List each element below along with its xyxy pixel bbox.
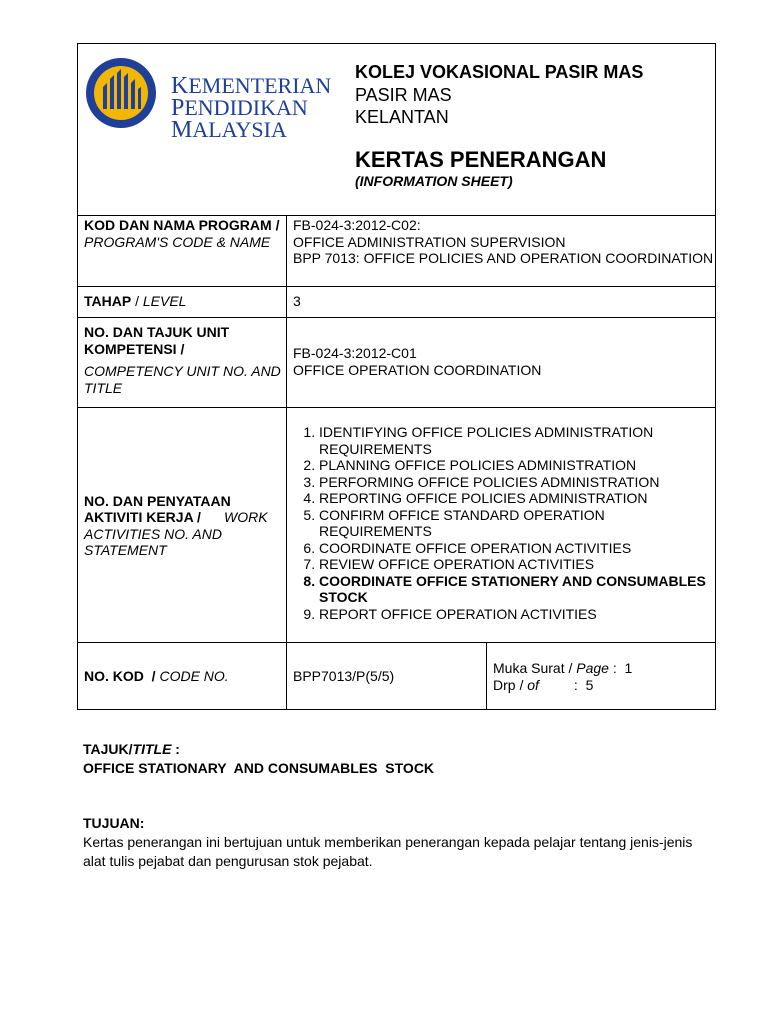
program-label-italic: PROGRAM'S CODE & NAME — [84, 233, 271, 250]
unit-value — [287, 318, 716, 408]
ministry-name — [171, 75, 331, 141]
total-pages: : 5 — [538, 676, 594, 693]
title-label-italic: TITLE — [132, 741, 172, 757]
activity-item: 3. PERFORMING OFFICE POLICIES ADMINISTRATION — [319, 474, 715, 491]
code-label-italic: CODE NO. — [155, 668, 229, 685]
purpose-label: TUJUAN: — [83, 815, 145, 831]
document — [77, 43, 715, 710]
code-value: BPP7013/P(5/5) — [287, 643, 487, 710]
activity-item: 6. COORDINATE OFFICE OPERATION ACTIVITIES — [319, 540, 715, 557]
ministry-initial-2: P — [171, 95, 185, 121]
activity-item-current: 8. COORDINATE OFFICE STATIONERY AND CONSUMABLES STOCK — [319, 573, 715, 606]
page-label: Muka Surat / — [493, 660, 577, 676]
page-label-italic: Page — [576, 660, 609, 676]
school-block — [355, 60, 643, 190]
page-info — [487, 643, 716, 710]
ministry-initial-3: M — [171, 117, 193, 143]
activity-item: 5. CONFIRM OFFICE STANDARD OPERATION REQUIREMENTS — [319, 507, 715, 540]
level-label — [78, 287, 287, 318]
ministry-initial-1: K — [171, 73, 189, 99]
unit-code: FB-024-3:2012-C01 — [293, 345, 417, 361]
level-value: 3 — [287, 287, 716, 318]
program-code: FB-024-3:2012-C02: — [293, 217, 421, 233]
activity-item: 2. PLANNING OFFICE POLICIES ADMINISTRATION — [319, 457, 715, 474]
program-name: OFFICE ADMINISTRATION SUPERVISION — [293, 233, 566, 250]
activity-item: 4. REPORTING OFFICE POLICIES ADMINISTRATION — [319, 490, 715, 507]
activity-item: 1. IDENTIFYING OFFICE POLICIES ADMINISTRATION REQUIREMENTS — [319, 424, 715, 457]
of-label-italic: of — [527, 676, 539, 693]
unit-label-italic: COMPETENCY UNIT NO. AND TITLE — [84, 363, 281, 396]
activities-list — [293, 424, 715, 622]
level-label-italic: LEVEL — [142, 293, 187, 309]
school-city: PASIR MAS — [355, 85, 452, 105]
code-label-sep: / — [143, 668, 156, 685]
info-table — [77, 43, 716, 710]
title-value: OFFICE STATIONARY AND CONSUMABLES STOCK — [83, 760, 435, 776]
program-label-bold: KOD DAN NAMA PROGRAM / — [84, 217, 280, 233]
code-label — [78, 643, 287, 710]
title-label: TAJUK/ — [83, 741, 133, 757]
header-cell — [78, 44, 716, 216]
program-module: BPP 7013: OFFICE POLICIES AND OPERATION COORDINATION — [293, 250, 714, 266]
school-name: KOLEJ VOKASIONAL PASIR MAS — [355, 62, 644, 82]
purpose-section — [83, 814, 693, 871]
ministry-word-3: ALAYSIA — [192, 117, 287, 142]
unit-title: OFFICE OPERATION COORDINATION — [293, 361, 542, 378]
ministry-emblem-icon — [85, 57, 161, 133]
program-label — [78, 216, 287, 287]
doc-subtitle: (INFORMATION SHEET) — [355, 173, 513, 189]
activities-value — [287, 408, 716, 643]
page-number: : 1 — [608, 660, 633, 676]
activities-label-italic: WORK ACTIVITIES NO. AND STATEMENT — [84, 509, 268, 558]
activity-item: 7. REVIEW OFFICE OPERATION ACTIVITIES — [319, 556, 715, 573]
purpose-text: Kertas penerangan ini bertujuan untuk memberikan penerangan kepada pelajar tentang jenis-jenis alat tulis pejabat dan pengurusan stok pejabat. — [83, 834, 693, 869]
level-label-sep: / — [131, 293, 143, 309]
activities-label — [78, 408, 287, 643]
ministry-word-2: ENDIDIKAN — [184, 95, 308, 120]
activity-item: 9. REPORT OFFICE OPERATION ACTIVITIES — [319, 606, 715, 623]
program-value — [287, 216, 716, 287]
activities-label-bold: NO. DAN PENYATAAN AKTIVITI KERJA / — [84, 492, 231, 525]
school-state: KELANTAN — [355, 107, 449, 127]
title-label-end: : — [171, 741, 180, 757]
code-label-bold: NO. KOD — [84, 668, 144, 685]
doc-title: KERTAS PENERANGAN — [355, 147, 607, 172]
title-section — [83, 740, 434, 778]
level-label-bold: TAHAP — [84, 293, 132, 309]
ministry-word-1: EMENTERIAN — [188, 73, 332, 98]
ministry-logo — [85, 57, 345, 143]
of-label: Drp / — [493, 676, 528, 693]
unit-label-bold: NO. DAN TAJUK UNIT KOMPETENSI / — [84, 324, 230, 357]
unit-label — [78, 318, 287, 408]
